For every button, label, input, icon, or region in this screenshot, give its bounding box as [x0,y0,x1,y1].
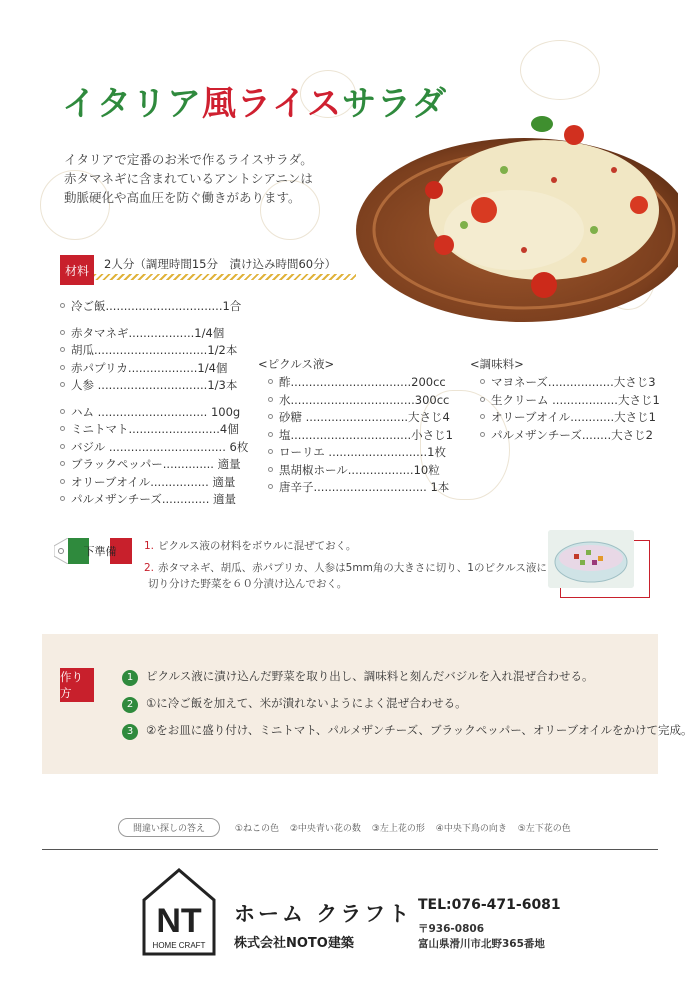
pickle-header: <ピクルス液> [258,357,335,371]
bullet-icon [268,414,273,419]
ingredient-row [60,377,248,395]
title-char: リ [132,84,167,124]
home-craft-logo [140,866,218,958]
bullet-icon [60,347,65,352]
servings-text: 2人分（調理時間15分 漬け込み時間60分） [104,257,337,271]
method-step [122,722,693,740]
bullet-icon [268,467,273,472]
title-char: イ [62,84,97,124]
title-char: ラ [237,84,272,124]
method-step-text: ①に冷ご飯を加えて、米が潰れないようによく混ぜ合わせる。 [146,696,467,710]
logo-letters: NT [156,902,202,940]
veg-dice [580,560,585,565]
bullet-icon [60,382,65,387]
decorative-vegetable-outline [520,40,600,100]
method-step-text: ②をお皿に盛り付け、ミニトマト、パルメザンチーズ、ブラックペッパー、オリーブオイルをかけて完成。 [146,723,693,737]
ingredient-row [268,392,453,410]
pickle-bowl-photo [548,530,634,588]
bullet-icon [60,303,65,308]
tomato [630,196,648,214]
intro-line: 赤タマネギに含まれているアントシアニンは [64,171,313,186]
logo-text: HOME CRAFT [152,941,206,950]
pepper-dice [581,257,587,263]
seasoning-header: <調味料> [470,357,524,371]
address: 富山県滑川市北野365番地 [418,938,545,950]
bullet-icon [480,379,485,384]
ingredient-row [60,360,248,378]
step-number-1: 1 [122,670,138,686]
ingredient-text: マヨネーズ..................大さじ3 [491,375,656,389]
ingredient-row [268,444,453,462]
method-panel [42,634,693,774]
bullet-icon [60,330,65,335]
ingredient-text: 黒胡椒ホール..................10粒 [279,462,440,477]
answer-item: ④中央下鳥の向き [435,824,507,834]
bullet-icon [60,426,65,431]
veg-dice [574,554,579,559]
title-char: 風 [202,84,237,124]
method-tag: 作り方 [60,668,94,702]
step-number-3: 3 [122,724,138,740]
ingredient-row [60,456,248,474]
ingredient-row [60,439,248,457]
tomato [434,235,454,255]
ingredient-row [60,298,248,316]
ingredient-text: オリーブオイル................ 適量 [71,474,236,489]
ingredient-text: 水..................................300cc [279,392,450,407]
answer-item: ⑤左下花の色 [517,824,571,834]
bullet-icon [480,414,485,419]
ingredient-row [268,479,453,497]
ingredient-text: バジル ................................ 6枚 [71,439,249,454]
ingredient-text: 赤パプリカ...................1/4個 [71,360,228,375]
ingredient-text: 胡瓜...............................1/2本 [71,343,238,357]
bullet-icon [60,444,65,449]
veg-dice [598,556,603,561]
pepper-dice [611,167,617,173]
method-step-text: ピクルス液に漬け込んだ野菜を取り出し、調味料と刻んだバジルを入れ混ぜ合わせる。 [146,669,594,683]
ingredient-row [60,474,248,492]
bullet-icon [268,379,273,384]
recipe-intro [64,150,354,207]
ingredient-list-seasoning [470,356,660,444]
answer-item: ①ねこの色 [234,824,279,834]
title-char: ア [167,84,202,124]
ingredient-row [60,342,248,360]
ingredient-text: パルメザンチーズ........大さじ2 [491,427,653,442]
ingredient-list-main [60,298,248,509]
prep-step-text: 切り分けた野菜を６０分漬け込んでおく。 [148,578,348,590]
prep-step [144,538,547,554]
ingredient-text: ミニトマト.........................4個 [71,422,239,436]
ingredient-row [480,392,660,410]
ingredient-text: ブラックペッパー.............. 適量 [71,457,241,471]
ingredient-row [268,462,453,480]
ingredient-text: 生クリーム ..................大さじ1 [491,392,660,407]
ingredient-row [480,427,660,445]
ingredient-text: ハム .............................. 100g [71,404,241,419]
bullet-icon [480,432,485,437]
prep-steps [144,538,547,592]
prep-step-number: 1. [144,540,155,552]
rice-salad-photo [354,110,678,328]
company-name: 株式会社NOTO建築 [234,936,354,951]
ingredient-text: 赤タマネギ..................1/4個 [71,325,225,340]
ingredient-text: ローリエ ...........................1枚 [279,445,446,459]
ingredient-text: 塩.................................小さじ1 [279,427,453,442]
ingredient-row [268,409,453,427]
method-step [122,668,594,686]
rice-mound [444,190,584,270]
ingredients-tag: 材料 [60,255,94,285]
title-char: ラ [377,84,412,124]
tomato [531,272,557,298]
cucumber-dice [460,221,468,229]
veg-dice [586,550,591,555]
bullet-icon [480,397,485,402]
phone-number: TEL:076-471-6081 [418,897,561,913]
answer-label: 間違い探しの答え [118,818,220,837]
pepper-dice [551,177,557,183]
ingredient-text: オリーブオイル............大さじ1 [491,410,656,424]
ingredient-row [268,427,453,445]
intro-line: イタリアで定番のお米で作るライスサラダ。 [64,152,313,167]
bullet-icon [60,496,65,501]
ingredient-list-pickle [258,356,453,497]
title-char: ス [307,84,342,124]
tomato [425,181,443,199]
ingredient-text: 酢.................................200cc [279,375,446,389]
title-char: ダ [412,84,447,124]
ingredient-text: 唐辛子............................... 1本 [279,480,450,494]
bullet-icon [268,449,273,454]
bullet-icon [60,461,65,466]
prep-step-text: 赤タマネギ、胡瓜、赤パプリカ、人参は5mm角の大きさに切り、1のピクルス液に [158,562,547,574]
veg-dice [592,560,597,565]
prep-step-number: 2. [144,562,155,574]
ingredient-row [60,325,248,343]
ingredient-text: 人参 ..............................1/3本 [71,378,238,392]
prep-tag [54,538,132,564]
prep-step [144,560,547,576]
ingredient-text: パルメザンチーズ............. 適量 [71,492,237,506]
postal-code: 〒936-0806 [418,923,484,935]
ingredient-text: 砂糖 ............................大さじ4 [279,410,450,424]
tomato [471,197,497,223]
ingredient-row [60,421,248,439]
title-char: サ [342,84,377,124]
ingredient-row [60,404,248,422]
ingredient-row [60,491,248,509]
bullet-icon [60,365,65,370]
ingredient-row [480,409,660,427]
divider-stripe [94,274,356,280]
ingredient-row [480,374,660,392]
cucumber-dice [500,166,508,174]
bullet-icon [60,479,65,484]
step-number-2: 2 [122,697,138,713]
pepper-dice [521,247,527,253]
method-step [122,695,467,713]
prep-tag-label: 下準備 [83,545,117,558]
puzzle-answer [118,818,579,837]
basil-leaf [531,116,553,132]
pickle-liquid [559,545,623,571]
bullet-icon [60,409,65,414]
cucumber-dice [590,226,598,234]
answer-item: ②中央青い花の数 [289,824,361,834]
prep-step [144,576,547,592]
tomato [564,125,584,145]
bullet-icon [268,432,273,437]
answer-item: ③左上花の形 [371,824,425,834]
prep-step-text: ピクルス液の材料をボウルに混ぜておく。 [158,540,357,552]
ingredient-row [268,374,453,392]
title-char: タ [97,84,132,124]
bullet-icon [268,484,273,489]
bullet-icon [268,397,273,402]
brand-name: ホーム クラフト [234,902,413,926]
intro-line: 動脈硬化や高血圧を防ぐ働きがあります。 [64,190,301,205]
title-char: イ [272,84,307,124]
ingredient-text: 冷ご飯................................1合 [71,299,242,313]
footer-divider [42,849,658,850]
